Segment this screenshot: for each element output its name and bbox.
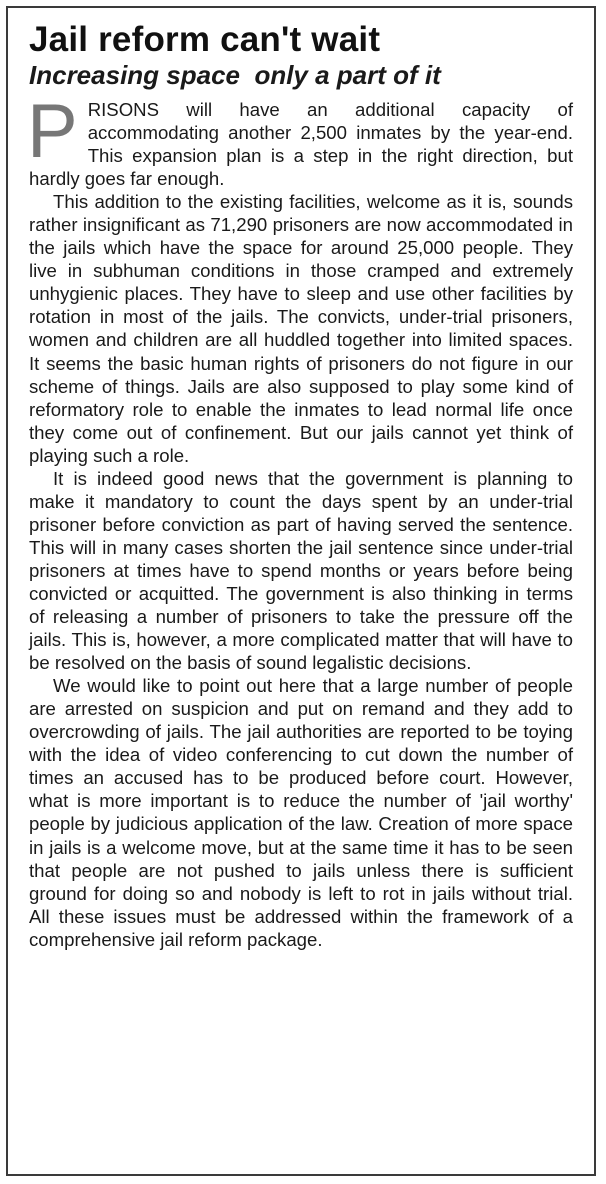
paragraph-1 (27, 89, 573, 190)
article-content (8, 8, 594, 951)
paragraph-2: This addition to the existing facilities, welcome as it is, sounds rather insignificant as 71,290 prisoners are now accommodated in the jails which have the space for around 25,000 people. They live in subhuman conditions in those cramped and extremely unhygienic places. They have to sleep and use other facilities by rotation in most of the jails. The convicts, under-trial prisoners, women and children are all huddled together into limited spaces. It seems the basic human rights of prisoners do not figure in our scheme of things. Jails are also supposed to play some kind of reformatory role to enable the inmates to lead normal life once they come out of confinement. But our jails cannot yet think of playing such a role. (29, 191, 573, 466)
paragraph-4: We would like to point out here that a large number of people are arrested on suspicion and put on remand and they add to overcrowding of jails. The jail authorities are reported to be toying with the idea of video conferencing to cut down the number of times an accused has to be produced before court. However, what is more important is to reduce the number of 'jail worthy' people by judicious application of the law. Creation of more space in jails is a welcome move, but at the same time it has to be seen that people are not pushed to jails unless there is sufficient ground for doing so and nobody is left to rot in jails without trial. All these issues must be addressed within the framework of a comprehensive jail reform package. (29, 675, 573, 950)
article-body (27, 89, 573, 951)
paragraph-3: It is indeed good news that the government is planning to make it mandatory to count the days spent by an under-trial prisoner before conviction as part of having served the sentence. This will in many cases shorten the jail sentence since under-trial prisoners at times have to spend months or years before being convicted or acquitted. The government is also thinking in terms of releasing a number of prisoners to take the pressure off the jails. This is, however, a more complicated matter that will have to be resolved on the basis of sound legalistic decisions. (29, 467, 573, 674)
paragraph-1-text: RISONS will have an additional capacity of accommodating another 2,500 inmates by the year-end. This expansion plan is a step in the right direction, but hardly goes far enough. (29, 99, 573, 190)
drop-cap: P (27, 89, 78, 174)
article-box (6, 6, 596, 1176)
headline: Jail reform can't wait (29, 20, 381, 59)
subheadline: Increasing space only a part of it (29, 60, 441, 90)
